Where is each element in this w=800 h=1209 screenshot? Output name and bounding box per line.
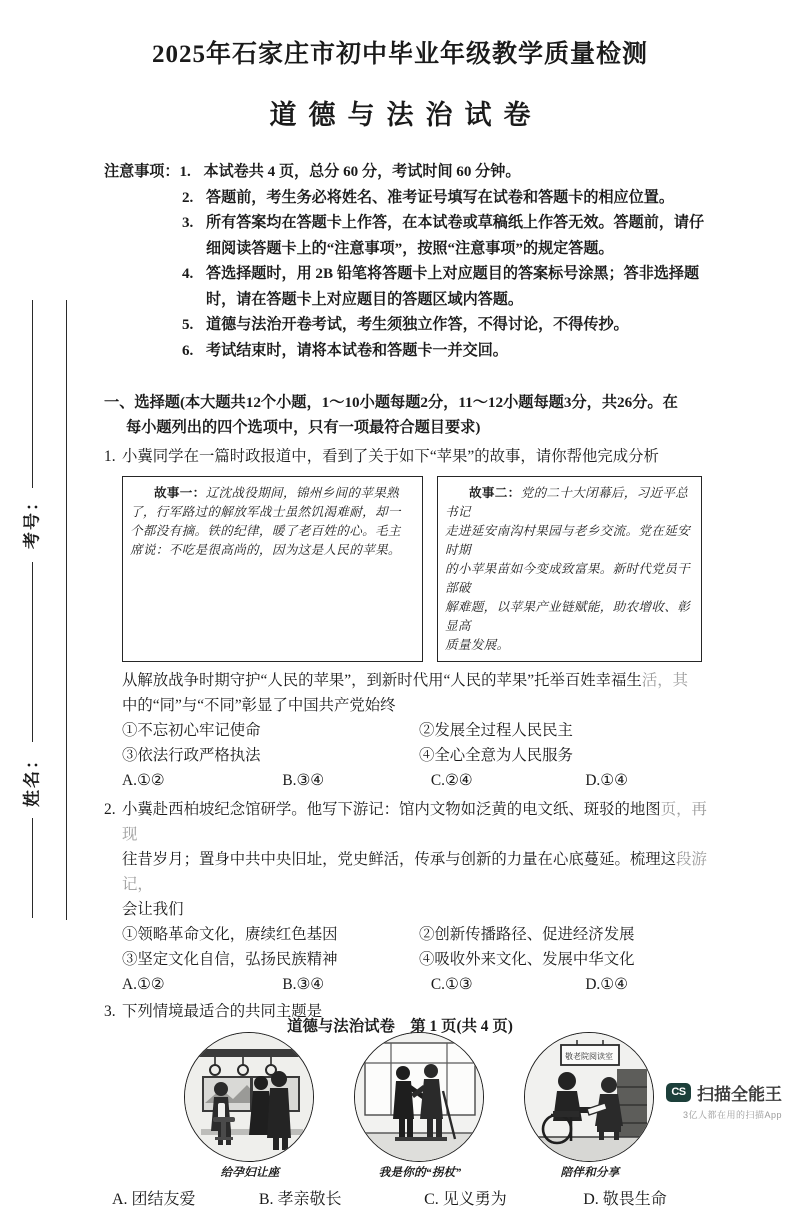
notice-number: 6.: [182, 342, 194, 359]
story-1-line: 个都没有摘。铁的纪律，暖了老百姓的心。毛主: [130, 524, 401, 538]
question-2-line1-text: [122, 797, 716, 847]
notice-text: 答选择题时，用 2B 铅笔将答题卡上对应题目的答案标号涂黑；答非选择题: [206, 266, 700, 282]
story-1-line: 了，行军路过的解放军战士虽然饥渴难耐，却一: [130, 505, 401, 519]
notice-item: [104, 339, 710, 365]
notice-item: [104, 160, 710, 186]
notice-item: [104, 186, 710, 212]
statement-2: ②创新传播路径、促进经济发展: [419, 926, 635, 943]
question-1-body-a: 从解放战争时期守护“人民的苹果”，到新时代用“人民的苹果”托举百姓幸福生: [122, 672, 642, 689]
story-1-text: 辽沈战役期间，锦州乡间的苹果熟: [205, 486, 399, 500]
footer-page-number: 第 1 页(共 4 页): [410, 1018, 513, 1035]
notice-number: 2.: [182, 189, 194, 206]
option-a[interactable]: A.①②: [122, 976, 165, 993]
notice-label: 注意事项：: [104, 164, 180, 180]
answer-rule-3: [32, 818, 33, 918]
picture-caption: 陪伴和分享: [560, 1166, 620, 1179]
notice-text: 本试卷共 4 页，总分 60 分，考试时间 60 分钟。: [203, 164, 521, 180]
camscanner-tagline: 3亿人都在用的扫描App: [682, 1110, 782, 1120]
statement-3: ③坚定文化自信，弘扬民族精神: [122, 951, 338, 968]
notice-item: [104, 262, 710, 288]
question-2-line2-a: 往昔岁月；置身中共中央旧址，党史鲜活，传承与创新的力量在心底蔓延。梳理这: [122, 851, 677, 868]
camscanner-row: [666, 1080, 782, 1105]
question-2-statements-row2: [104, 947, 716, 972]
story-1-line: 席说：不吃是很高尚的，因为这是人民的苹果。: [130, 543, 401, 557]
story-2-line: 的小苹果苗如今变成致富果。新时代党员干部破: [445, 562, 690, 595]
section-heading-line1: 一、选择题(本大题共12个小题，1～10小题每题2分，11～12小题每题3分，共26分。在: [104, 394, 678, 411]
bus-scene-svg: [185, 1033, 314, 1162]
story-box-2: [437, 476, 702, 662]
notice-text: 答题前，考生务必将姓名、准考证号填写在试卷和答题卡的相应位置。: [206, 189, 674, 206]
option-d[interactable]: D.①④: [585, 772, 628, 789]
story-2-line: 质量发展。: [445, 638, 510, 652]
question-2-statements-row1: [104, 922, 716, 947]
picture-item: [184, 1032, 316, 1180]
page-title: 2025年石家庄市初中毕业年级教学质量检测: [151, 41, 648, 68]
statement-1: ①不忘初心牢记使命: [122, 722, 261, 739]
question-2-line2: [104, 847, 716, 897]
picture-caption: 我是你的“拐杖”: [378, 1166, 462, 1179]
notice-text: 考试结束时，请将本试卷和答题卡一并交回。: [206, 342, 508, 359]
story-2-first-line: [445, 484, 694, 522]
story-1-first-line: [130, 484, 415, 503]
section-heading: [104, 390, 714, 440]
option-c[interactable]: C. 见义勇为: [424, 1191, 507, 1208]
notice-item: [104, 211, 710, 237]
notice-number: 1.: [179, 164, 191, 180]
section-heading-line2: 每小题列出的四个选项中，只有一项最符合题目要求): [126, 419, 481, 436]
notice-number: 3.: [182, 215, 194, 231]
camscanner-watermark: [666, 1080, 782, 1121]
answer-rule-1: [32, 300, 33, 488]
question-2-line3: 会让我们: [122, 901, 184, 918]
statement-2: ②发展全过程人民民主: [419, 722, 573, 739]
answer-rule-2: [32, 562, 33, 742]
helping-blind-person-illustration: [354, 1032, 484, 1162]
notice-text: 所有答案均在答题卡上作答，在本试卷或草稿纸上作答无效。答题前，请仔: [206, 215, 705, 231]
nursing-home-reading-illustration: [524, 1032, 654, 1162]
story-2-line: 走进延安南沟村果园与老乡交流。党在延安时期: [445, 524, 690, 557]
option-d[interactable]: D.①④: [585, 976, 628, 993]
question-1-number: 1.: [104, 448, 116, 465]
question-1-stem-text: 小冀同学在一篇时政报道中，看到了关于如下“苹果”的故事，请你帮他完成分析: [122, 448, 659, 465]
question-2-line1-a: 小冀赴西柏坡纪念馆研学。他写下游记：馆内文物如泛黄的电文纸、斑驳的地图: [122, 801, 661, 818]
story-2-text: 党的二十大闭幕后，习近平总书记: [445, 486, 689, 519]
question-2-options: [104, 972, 716, 997]
student-name-label: 姓名：: [22, 750, 42, 807]
statement-4: ④全心全意为人民服务: [419, 747, 573, 764]
notice-block: [104, 160, 710, 364]
footer-subject: 道德与法治试卷: [287, 1018, 395, 1035]
camscanner-logo-icon: CS: [666, 1083, 691, 1102]
story-box-1: [122, 476, 423, 662]
camscanner-name: 扫描全能王: [697, 1085, 782, 1104]
question-1-body: [104, 668, 716, 793]
question-1: [104, 444, 716, 469]
page-footer: [0, 1014, 800, 1036]
story-2-label: 故事二：: [469, 486, 521, 500]
option-a[interactable]: A.①②: [122, 772, 165, 789]
picture-item: [354, 1032, 486, 1180]
notice-item: [104, 313, 710, 339]
notice-number: 4.: [182, 266, 194, 282]
margin-vertical-rule: [66, 300, 67, 920]
statement-3: ③依法行政严格执法: [122, 747, 261, 764]
option-d[interactable]: D. 敬畏生命: [583, 1191, 667, 1208]
subject-title: 道德与法治试卷: [269, 100, 543, 130]
option-b[interactable]: B. 孝亲敬长: [258, 1191, 342, 1208]
option-b[interactable]: B.③④: [282, 976, 325, 993]
question-2-line2-b: 段游记，: [122, 851, 707, 893]
picture-caption: 给孕妇让座: [220, 1166, 280, 1179]
option-b[interactable]: B.③④: [282, 772, 325, 789]
question-1-statements-row1: [104, 718, 716, 743]
notice-text-cont: 细阅读答题卡上的“注意事项”，按照“注意事项”的规定答题。: [206, 240, 614, 257]
question-1-body-b: 活，其: [641, 672, 689, 689]
exam-number-label: 考号：: [22, 492, 42, 549]
question-1-body-line2: 中的“同”与“不同”彰显了中国共产党始终: [122, 697, 396, 714]
picture-item: [524, 1032, 656, 1180]
story-1-label: 故事一：: [154, 486, 206, 500]
story-box-row: [122, 476, 702, 662]
statement-4: ④吸收外来文化、发展中华文化: [419, 951, 635, 968]
question-2-line1: [104, 797, 716, 847]
companionship-scene-svg: [525, 1033, 654, 1162]
question-1-stem: [104, 444, 716, 469]
story-2-line: 解难题，以苹果产业链赋能，助农增收、彰显高: [445, 600, 690, 633]
question-1-options: [104, 768, 716, 793]
question-3-number: 3.: [104, 1003, 116, 1020]
option-a[interactable]: A. 团结友爱: [112, 1191, 196, 1208]
notice-text: 道德与法治开卷考试，考生须独立作答，不得讨论，不得传抄。: [206, 317, 629, 333]
option-c[interactable]: C.①③: [430, 976, 473, 993]
question-1-statements-row2: [104, 743, 716, 768]
left-margin-strip: [0, 0, 92, 1050]
statement-1: ①领略革命文化，赓续红色基因: [122, 926, 338, 943]
question-3-options: [112, 1186, 724, 1209]
question-1-body-line1: [104, 668, 716, 693]
svg-text:敬老院阅读室: 敬老院阅读室: [565, 1052, 613, 1061]
question-2-line1-b: 页，再现: [122, 801, 707, 843]
question-2-number: 2.: [104, 801, 116, 818]
bus-priority-seat-illustration: [184, 1032, 314, 1162]
question-2: [104, 797, 716, 997]
walking-help-scene-svg: [355, 1033, 484, 1162]
notice-text-cont: 时，请在答题卡上对应题目的答题区域内答题。: [206, 291, 523, 308]
question-3-stem-text: 下列情境最适合的共同主题是: [122, 1003, 323, 1020]
option-c[interactable]: C.②④: [430, 772, 473, 789]
notice-number: 5.: [182, 317, 194, 333]
